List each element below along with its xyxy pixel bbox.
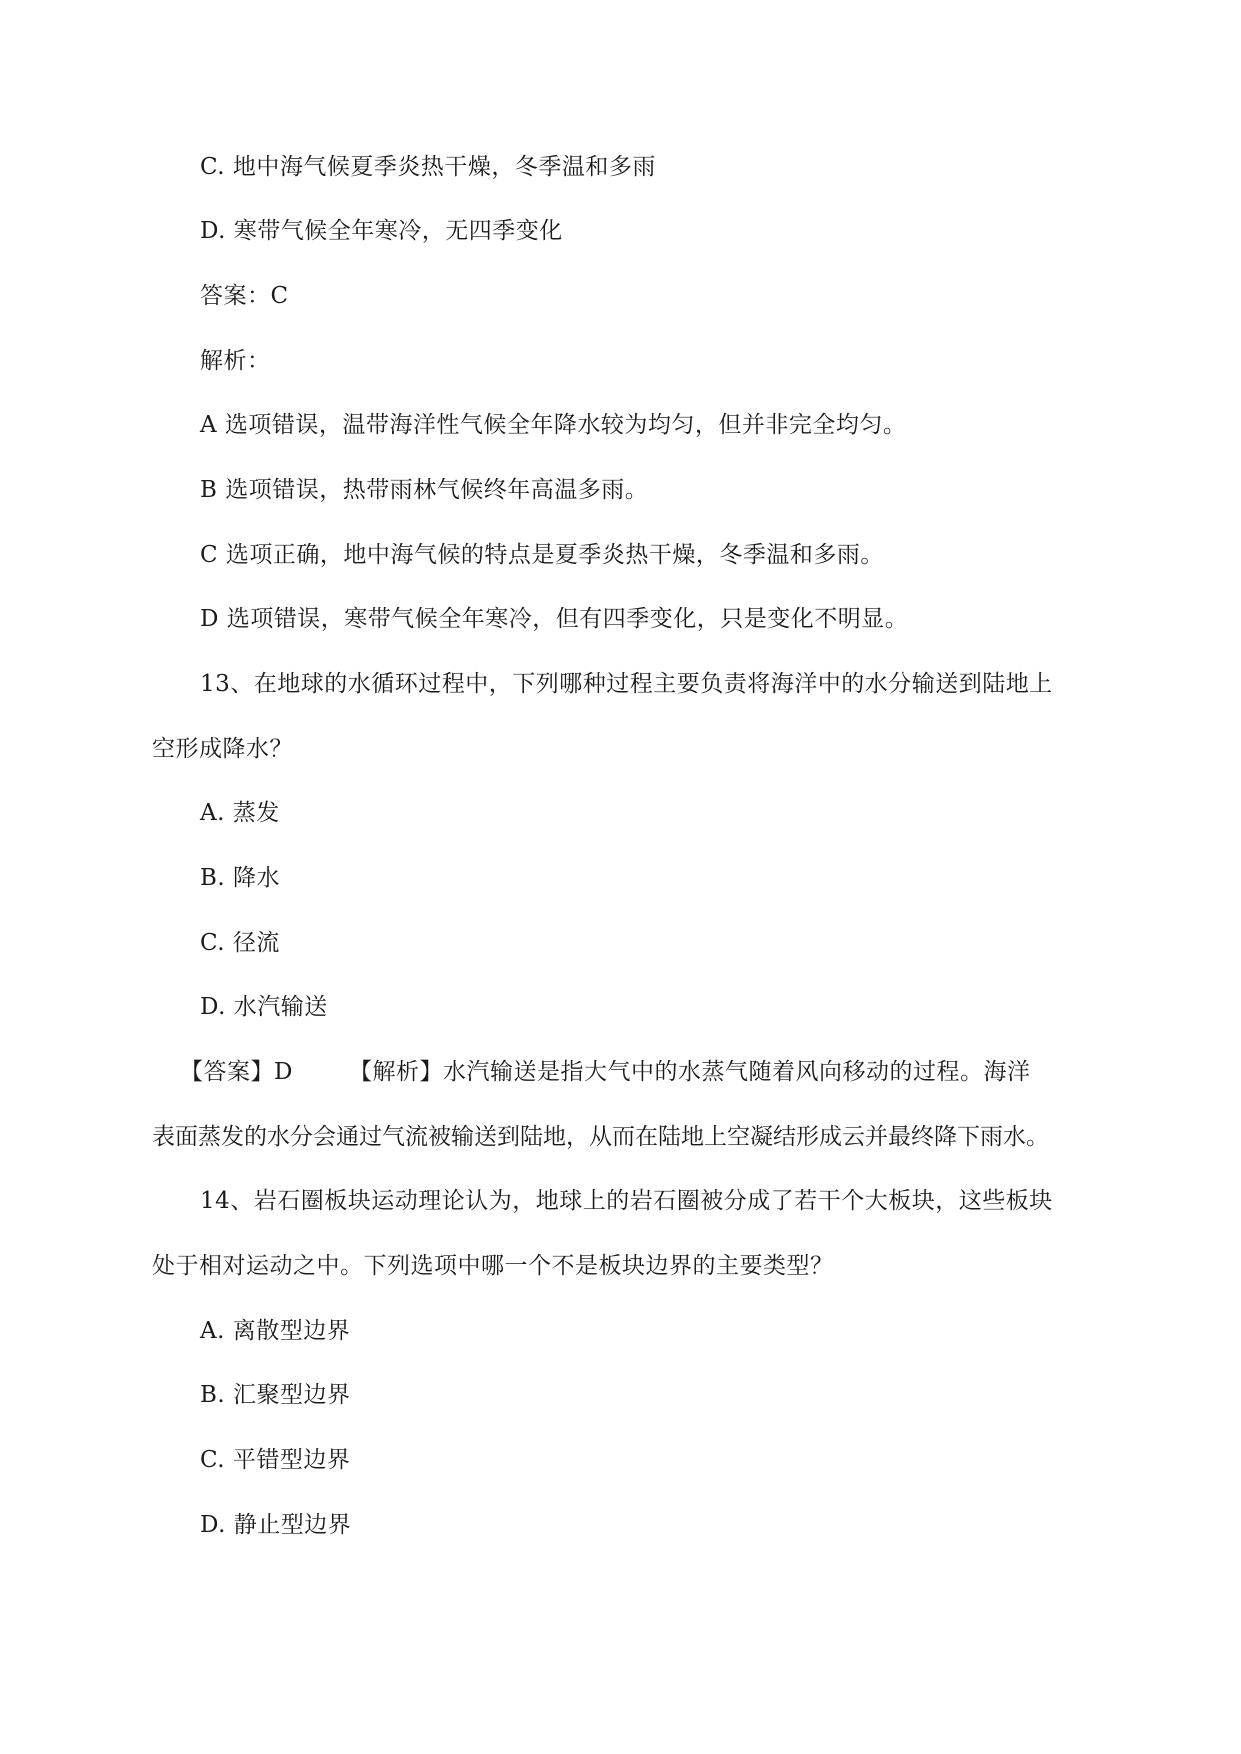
q14-stem-line2: 处于相对运动之中。下列选项中哪一个不是板块边界的主要类型？ [152, 1253, 834, 1279]
prev-analysis-c: C 选项正确，地中海气候的特点是夏季炎热干燥，冬季温和多雨。 [200, 542, 884, 568]
q13-answer: 【答案】D [180, 1059, 293, 1085]
prev-answer: 答案：C [200, 283, 289, 309]
prev-analysis-a: A 选项错误，温带海洋性气候全年降水较为均匀，但并非完全均匀。 [200, 412, 907, 438]
q14-option-c: C. 平错型边界 [200, 1447, 351, 1473]
prev-analysis-d: D 选项错误，寒带气候全年寒冷，但有四季变化，只是变化不明显。 [200, 606, 909, 632]
q13-stem-line2: 空形成降水？ [152, 736, 293, 762]
q14-option-a: A. 离散型边界 [200, 1318, 351, 1344]
prev-analysis-label: 解析： [200, 348, 271, 374]
q13-option-d: D. 水汽输送 [200, 994, 328, 1020]
q13-analysis-line1: 【解析】水汽输送是指大气中的水蒸气随着风向移动的过程。海洋 [348, 1059, 1031, 1085]
q13-stem-line1: 13、在地球的水循环过程中，下列哪种过程主要负责将海洋中的水分输送到陆地上 [200, 671, 1053, 697]
q13-answer-analysis [180, 1057, 1030, 1087]
q14-option-b: B. 汇聚型边界 [200, 1382, 351, 1408]
q13-option-a: A. 蒸发 [200, 800, 280, 826]
prev-option-d: D. 寒带气候全年寒冷，无四季变化 [200, 218, 563, 244]
q13-option-c: C. 径流 [200, 930, 280, 956]
q13-analysis-line2: 表面蒸发的水分会通过气流被输送到陆地，从而在陆地上空凝结形成云并最终降下雨水。 [152, 1124, 1049, 1150]
q13-option-b: B. 降水 [200, 865, 281, 891]
q14-option-d: D. 静止型边界 [200, 1512, 352, 1538]
prev-option-c: C. 地中海气候夏季炎热干燥，冬季温和多雨 [200, 154, 656, 180]
prev-analysis-b: B 选项错误，热带雨林气候终年高温多雨。 [200, 477, 649, 503]
q14-stem-line1: 14、岩石圈板块运动理论认为，地球上的岩石圈被分成了若干个大板块，这些板块 [200, 1188, 1053, 1214]
